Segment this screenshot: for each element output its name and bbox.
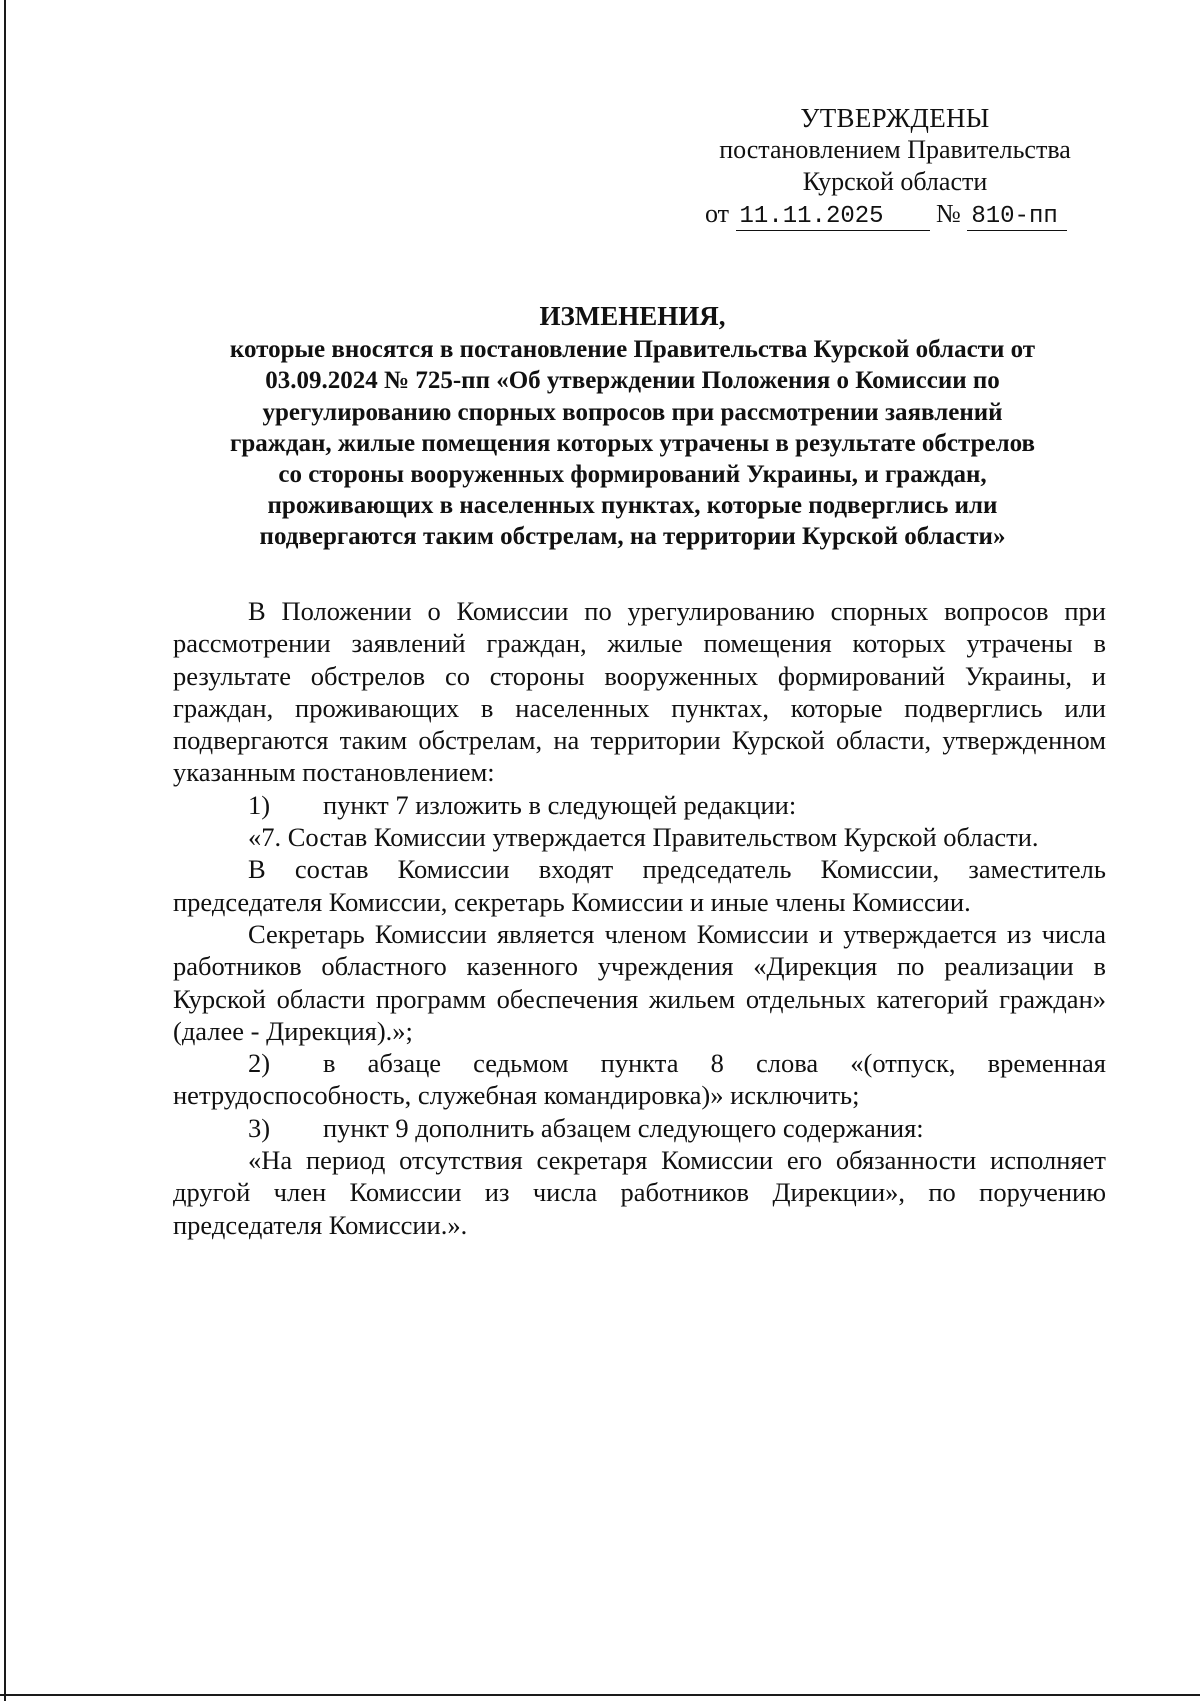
- document-title: [165, 301, 1100, 553]
- list-item-3: [173, 1112, 1106, 1144]
- document-body: [173, 595, 1106, 1241]
- title-line: со стороны вооруженных формирований Украины, и граждан,: [278, 461, 987, 489]
- date-prefix: от: [705, 199, 730, 228]
- title-line: граждан, жилые помещения которых утрачены в результате обстрелов: [229, 429, 1036, 457]
- approval-heading: УТВЕРЖДЕНЫ: [800, 103, 990, 133]
- approval-line-2: Курской области: [802, 167, 988, 196]
- list-item-2: [173, 1047, 1106, 1112]
- item-text: пункт 7 изложить в следующей редакции:: [323, 789, 797, 820]
- approval-line-1: постановлением Правительства: [719, 135, 1071, 164]
- item-number: 2): [248, 1048, 271, 1079]
- title-line: проживающих в населенных пунктах, которые подверглись или: [267, 492, 998, 520]
- item-number: 1): [248, 789, 271, 820]
- title-heading: ИЗМЕНЕНИЯ,: [539, 301, 726, 331]
- title-line: урегулированию спорных вопросов при рассмотрении заявлений: [262, 398, 1003, 426]
- paragraph-7-1: «7. Состав Комиссии утверждается Правительством Курской области.: [248, 822, 1039, 853]
- resolution-number: 810-пп: [967, 204, 1067, 231]
- scan-edge-left: [4, 0, 6, 1701]
- paragraph-7-2: В состав Комиссии входят председатель Комиссии, заместитель председателя Комиссии, секретарь Комиссии и иные члены Комиссии.: [173, 854, 1106, 917]
- scan-edge-bottom: [0, 1694, 1200, 1696]
- approval-dateline: [690, 198, 1100, 231]
- title-line: подвергаются таким обстрелам, на территории Курской области»: [259, 523, 1006, 551]
- intro-paragraph: В Положении о Комиссии по урегулированию спорных вопросов при рассмотрении заявлений граждан, жилые помещения которых утрачены в результате обстрелов со стороны вооруженных формирований Украины, и граждан, проживающих в населенных пунктах, которые подверглись или подвергаются таким обстрелам, на территории Курской области, утвержденном указанным постановлением:: [173, 596, 1106, 788]
- title-line: 03.09.2024 № 725-пп «Об утверждении Положения о Комиссии по: [265, 367, 1000, 395]
- item-number: 3): [248, 1112, 271, 1143]
- paragraph-9-addition: «На период отсутствия секретаря Комиссии его обязанности исполняет другой член Комиссии из числа работников Дирекции», по поручению председателя Комиссии.».: [173, 1145, 1106, 1240]
- title-line: которые вносятся в постановление Правительства Курской области от: [229, 336, 1036, 364]
- item-text: пункт 9 дополнить абзацем следующего содержания:: [323, 1112, 924, 1143]
- paragraph-7-3: Секретарь Комиссии является членом Комиссии и утверждается из числа работников областного казенного учреждения «Дирекция по реализации в Курской области программ обеспечения жильем отдельных категорий граждан» (далее - Дирекция).»;: [173, 918, 1106, 1046]
- list-item-1: [173, 789, 1106, 821]
- approval-stamp-block: [690, 102, 1100, 231]
- item-text: в абзаце седьмом пункта 8 слова «(отпуск, временная нетрудоспособность, служебная командировка)» исключить;: [173, 1048, 1106, 1111]
- resolution-date: 11.11.2025: [736, 204, 930, 231]
- number-prefix: №: [936, 199, 961, 228]
